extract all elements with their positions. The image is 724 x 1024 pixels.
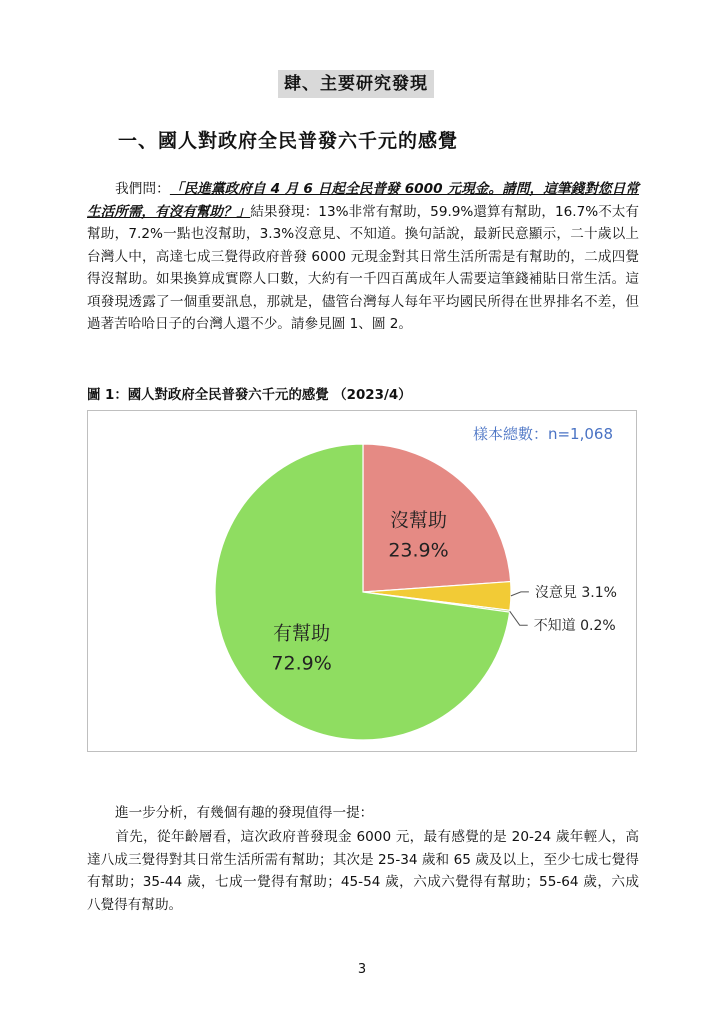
paragraph-age-analysis bbox=[87, 826, 639, 916]
para3-text: 首先，從年齡層看，這次政府普發現金 6000 元，最有感覺的是 20-24 歲年輕人，高達八成三覺得對其日常生活所需有幫助；其次是 25-34 歲和 65 歲及以上，至少七成七覺得有幫助；35-44 歲，七成一覺得有幫助；45-54 歲，六成六覺得有幫助；55-64 歲，六成八覺得有幫助。 bbox=[87, 829, 639, 913]
para1-body: 結果發現：13%非常有幫助，59.9%還算有幫助，16.7%不太有幫助，7.2%一點也沒幫助，3.3%沒意見、不知道。換句話說，最新民意顯示，二十歲以上台灣人中，高達七成三覺得政府普發 6000 元現金對其日常生活所需是有幫助的，二成四覺得沒幫助。如果換算成實際人口數，大約有一千四百萬成年人需要這筆錢補貼日常生活。這項發現透露了一個重要訊息，那就是，儘管台灣每人每年平均國民所得在世界排名不差，但過著苦哈哈日子的台灣人還不少。請參見圖 1、圖 2。 bbox=[87, 203, 639, 332]
paragraph-intro-analysis bbox=[87, 802, 639, 825]
pie-leader-2 bbox=[510, 611, 528, 625]
pie-chart bbox=[88, 411, 636, 751]
pie-label-3: 有幫助 bbox=[273, 622, 331, 645]
survey-question: 「民進黨政府自 4 月 6 日起全民普發 6000 元現金。請問，這筆錢對您日常生活所需，有沒有幫助？」 bbox=[87, 181, 639, 220]
pie-label-2: 不知道 0.2% bbox=[533, 618, 616, 635]
para1-lead: 我們問： bbox=[115, 181, 170, 197]
sample-size-note: 樣本總數：n=1,068 bbox=[472, 425, 613, 443]
pie-label-0: 沒幫助 bbox=[389, 509, 448, 532]
figure-caption: 圖 1：國人對政府全民普發六千元的感覺 （2023/4） bbox=[87, 388, 412, 403]
para2-text: 進一步分析，有幾個有趣的發現值得一提： bbox=[115, 805, 374, 821]
pie-value-0: 23.9% bbox=[388, 539, 449, 562]
pie-value-3: 72.9% bbox=[271, 652, 332, 675]
pie-chart-frame bbox=[87, 410, 637, 752]
section-heading: 肆、主要研究發現 bbox=[278, 70, 434, 98]
paragraph-survey-result bbox=[87, 178, 639, 336]
page-number: 3 bbox=[357, 962, 367, 977]
pie-leader-1 bbox=[511, 592, 529, 596]
sub-heading: 一、國人對政府全民普發六千元的感覺 bbox=[118, 130, 459, 152]
pie-label-1: 沒意見 3.1% bbox=[534, 584, 617, 601]
